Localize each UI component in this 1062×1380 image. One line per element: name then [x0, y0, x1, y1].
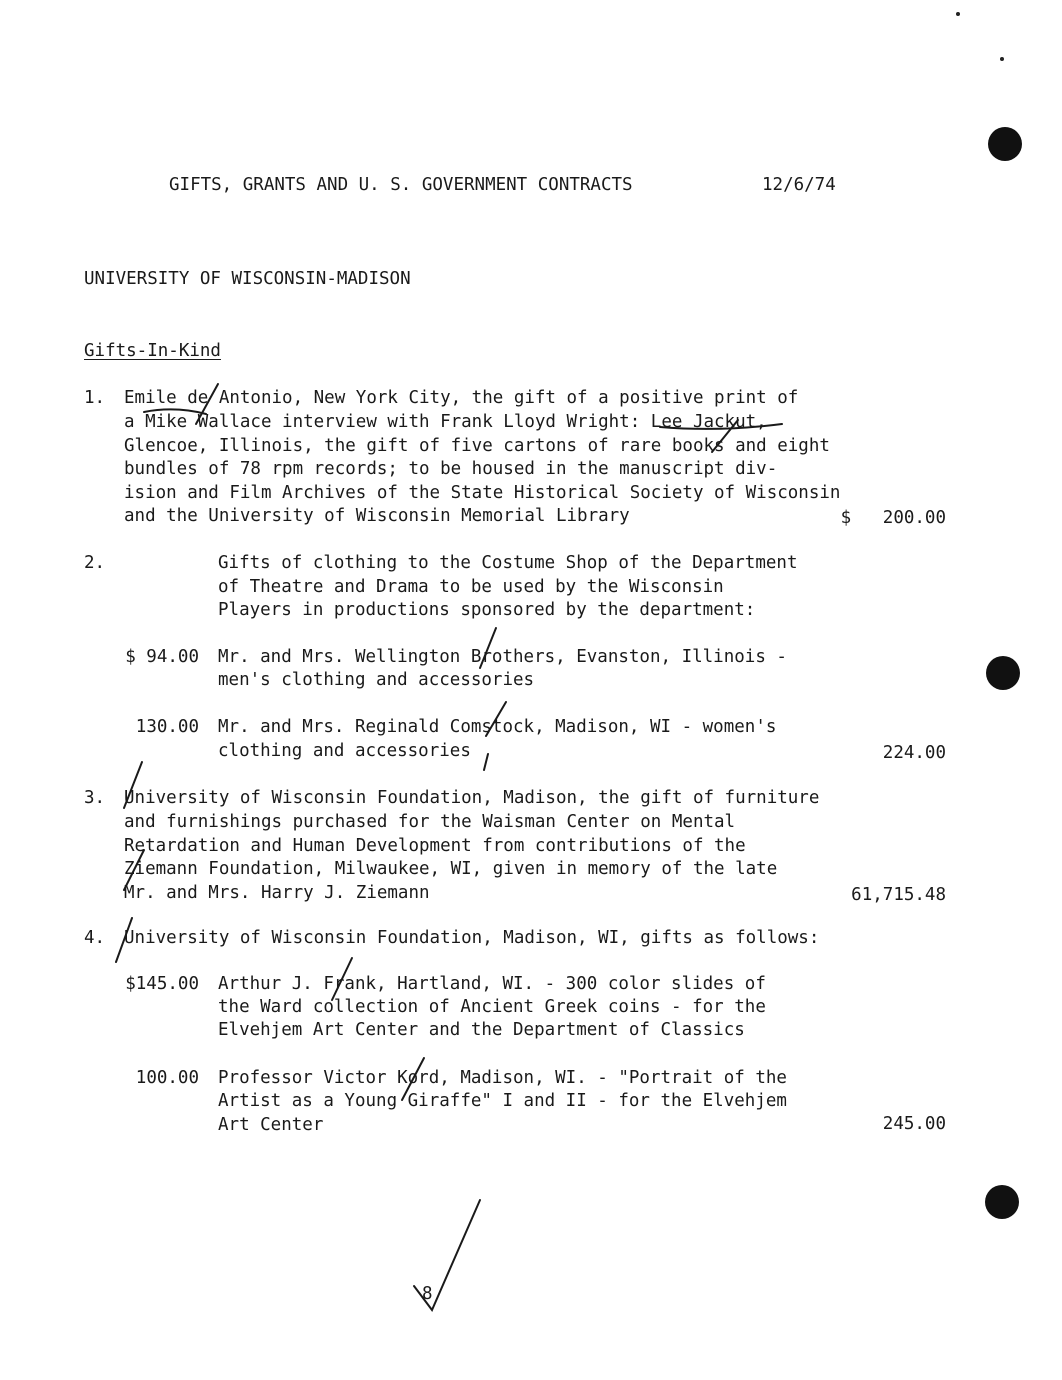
- check-mark: [712, 420, 738, 452]
- check-mark: [124, 850, 144, 890]
- subitem-line: clothing and accessories: [218, 741, 471, 761]
- item-line: University of Wisconsin Foundation, Madison, the gift of furniture: [124, 788, 820, 808]
- item-total: 224.00: [882, 743, 946, 763]
- subitem-line: Mr. and Mrs. Reginald Comstock, Madison, WI - women's: [218, 717, 777, 737]
- item-number: 1.: [84, 388, 106, 408]
- item-line: Players in productions sponsored by the department:: [218, 600, 756, 620]
- underline-mark: [144, 409, 206, 414]
- subitem-line: Elvehjem Art Center and the Department of Classics: [218, 1020, 745, 1040]
- item-line: Emile de Antonio, New York City, the gift of a positive print of: [124, 388, 799, 408]
- subitem-line: the Ward collection of Ancient Greek coins - for the: [218, 997, 766, 1017]
- item-total: 61,715.48: [851, 885, 946, 905]
- item-line: bundles of 78 rpm records; to be housed in the manuscript div-: [124, 459, 778, 479]
- subitem-line: Arthur J. Frank, Hartland, WI. - 300 color slides of: [218, 974, 766, 994]
- section-heading: Gifts-In-Kind: [84, 341, 221, 361]
- check-mark: [196, 384, 218, 424]
- check-mark: [414, 1200, 480, 1310]
- institution-heading: UNIVERSITY OF WISCONSIN-MADISON: [84, 269, 411, 289]
- subitem-line: Mr. and Mrs. Wellington Brothers, Evanston, Illinois -: [218, 647, 787, 667]
- document-date: 12/6/74: [762, 175, 836, 195]
- item-line: and furnishings purchased for the Waisman Center on Mental: [124, 812, 736, 832]
- subitem-amount: $ 94.00: [125, 647, 199, 667]
- item-line: Glencoe, Illinois, the gift of five cartons of rare books and eight: [124, 436, 830, 456]
- item-line: and the University of Wisconsin Memorial Library: [124, 506, 630, 526]
- item-line: Ziemann Foundation, Milwaukee, WI, given in memory of the late: [124, 859, 778, 879]
- check-mark: [332, 958, 352, 1000]
- item-total: 245.00: [882, 1114, 946, 1134]
- item-line: a Mike Wallace interview with Frank Lloyd Wright: Lee Jackut,: [124, 412, 767, 432]
- item-line: University of Wisconsin Foundation, Madison, WI, gifts as follows:: [124, 928, 820, 948]
- item-line: Gifts of clothing to the Costume Shop of the Department: [218, 553, 798, 573]
- item-line: Mr. and Mrs. Harry J. Ziemann: [124, 883, 430, 903]
- check-mark: [480, 628, 496, 668]
- item-line: of Theatre and Drama to be used by the Wisconsin: [218, 577, 724, 597]
- item-line: Retardation and Human Development from contributions of the: [124, 836, 746, 856]
- document-title: GIFTS, GRANTS AND U. S. GOVERNMENT CONTRACTS: [169, 175, 633, 195]
- item-total: $ 200.00: [840, 508, 946, 528]
- subitem-amount: 130.00: [135, 717, 199, 737]
- subitem-line: Art Center: [218, 1115, 324, 1135]
- check-mark: [116, 918, 132, 962]
- check-mark: [484, 702, 506, 770]
- subitem-line: men's clothing and accessories: [218, 670, 535, 690]
- item-number: 4.: [84, 928, 106, 948]
- subitem-amount: 100.00: [135, 1068, 199, 1088]
- item-number: 2.: [84, 553, 106, 573]
- item-number: 3.: [84, 788, 106, 808]
- subitem-line: Artist as a Young Giraffe" I and II - for the Elvehjem: [218, 1091, 787, 1111]
- subitem-line: Professor Victor Kord, Madison, WI. - "Portrait of the: [218, 1068, 787, 1088]
- item-line: ision and Film Archives of the State Historical Society of Wisconsin: [124, 483, 841, 503]
- check-mark: [124, 762, 142, 808]
- page-number: 8: [422, 1284, 433, 1304]
- subitem-amount: $145.00: [125, 974, 199, 994]
- underline-mark: [660, 424, 782, 429]
- check-mark: [402, 1058, 424, 1100]
